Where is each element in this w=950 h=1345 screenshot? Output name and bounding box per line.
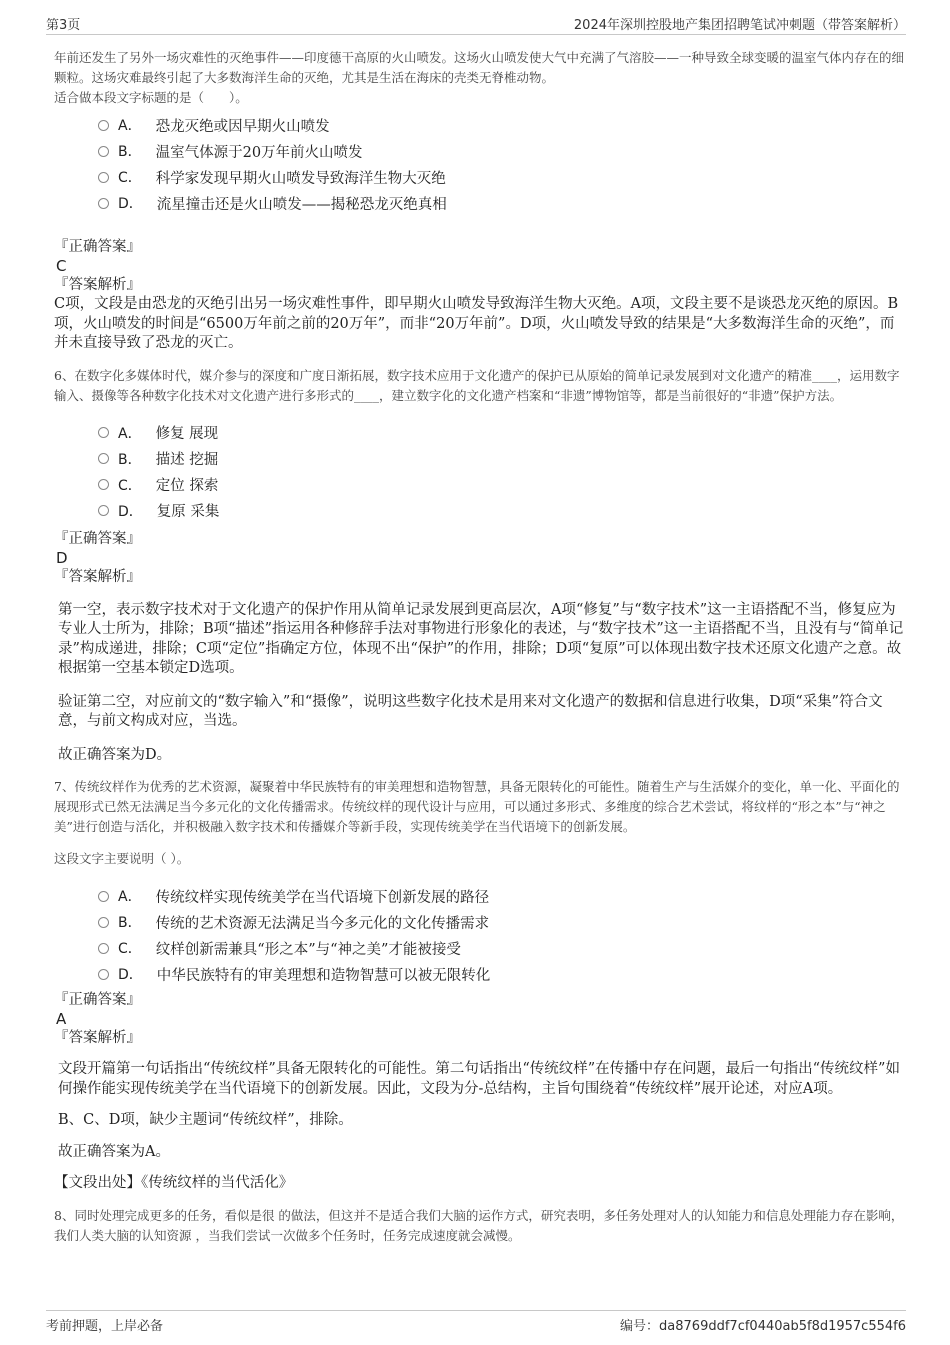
q7-option-b[interactable]: B． 传统的艺术资源无法满足当今多元化的文化传播需求	[98, 909, 904, 935]
q7-analysis-p2: B、C、D项，缺少主题词“传统纹样”，排除。	[58, 1112, 353, 1128]
q7-analysis-label: 『答案解析』	[54, 1030, 141, 1046]
radio-icon[interactable]	[98, 969, 109, 980]
radio-icon[interactable]	[98, 479, 109, 490]
q8-question: 8、同时处理完成更多的任务，看似是很 的做法，但这并不是适合我们大脑的运作方式，研究表明，多任务处理对人的认知能力和信息处理能力存在影响，我们人类大脑的认知资源 ，当我们尝试一次做多个任务时，任务完成速度就会减慢。	[54, 1207, 904, 1243]
radio-icon[interactable]	[98, 943, 109, 954]
q7-question: 这段文字主要说明（ ）。	[54, 851, 190, 866]
q5-analysis-label: 『答案解析』	[54, 277, 141, 293]
footer-slogan: 考前押题，上岸必备	[46, 1319, 164, 1334]
q7-analysis-p1: 文段开篇第一句话指出“传统纹样”具备无限转化的可能性。第二句话指出“传统纹样”在传播中存在问题，最后一句指出“传统纹样”如何操作能实现传统美学在当代语境下的创新发展。因此，文段为分-总结构，主旨句围绕着“传统纹样”展开论述，对应A项。	[58, 1061, 900, 1097]
question-8	[54, 1206, 904, 1246]
q5-option-b[interactable]: B． 温室气体源于20万年前火山喷发	[98, 138, 904, 164]
q6-answer: D	[56, 548, 68, 567]
radio-icon[interactable]	[98, 120, 109, 131]
question-5	[54, 48, 904, 354]
q5-option-d[interactable]: D． 流星撞击还是火山喷发——揭秘恐龙灭绝真相	[98, 190, 904, 216]
q7-option-a[interactable]: A． 传统纹样实现传统美学在当代语境下创新发展的路径	[98, 883, 904, 909]
q6-option-d[interactable]: D． 复原 采集	[98, 498, 904, 524]
q7-option-c[interactable]: C． 纹样创新需兼具“形之本”与“神之美”才能被接受	[98, 935, 904, 961]
page-header	[46, 12, 906, 35]
document-code: 编号：da8769ddf7cf0440ab5f8d1957c554f6	[620, 1319, 906, 1334]
q5-option-c[interactable]: C． 科学家发现早期火山喷发导致海洋生物大灭绝	[98, 164, 904, 190]
page-content	[54, 48, 904, 1246]
radio-icon[interactable]	[98, 505, 109, 516]
q7-answer: A	[56, 1010, 67, 1028]
q6-option-a[interactable]: A． 修复 展现	[98, 420, 904, 446]
q6-analysis-p2: 验证第二空，对应前文的“数字输入”和“摄像”，说明这些数字化技术是用来对文化遗产的数据和信息进行收集，D项“采集”符合文意，与前文构成对应，当选。	[58, 693, 883, 729]
radio-icon[interactable]	[98, 172, 109, 183]
q5-question: 适合做本段文字标题的是（ ）。	[54, 90, 248, 105]
q6-analysis-p1: 第一空，表示数字技术对于文化遗产的保护作用从简单记录发展到更高层次，A项“修复”与“数字技术”这一主语搭配不当，修复应为专业人士所为，排除；B项“描述”指运用各种修辞手法对事物进行形象化的表述，与“数字技术”这一主语搭配不当，且没有与“简单记录”构成递进，排除；C项“定位”指确定方位，体现不出“保护”的作用，排除；D项“复原”可以体现出数字技术还原文化遗产之意。故根据第一空基本锁定D选项。	[58, 601, 904, 676]
q6-analysis-p3: 故正确答案为D。	[58, 746, 172, 763]
q6-option-b[interactable]: B． 描述 挖掘	[98, 446, 904, 472]
q7-option-d[interactable]: D． 中华民族特有的审美理想和造物智慧可以被无限转化	[98, 961, 904, 987]
page-number: 第3页	[46, 18, 81, 33]
q5-answer-label: 『正确答案』	[54, 239, 141, 255]
page-footer	[46, 1310, 906, 1335]
radio-icon[interactable]	[98, 146, 109, 157]
question-7	[54, 777, 904, 1194]
q7-source: 【文段出处】《传统纹样的当代活化》	[54, 1175, 294, 1191]
question-6	[54, 366, 904, 766]
q7-analysis-p3: 故正确答案为A。	[58, 1143, 170, 1160]
q5-answer: C	[56, 257, 67, 275]
document-title: 2024年深圳控股地产集团招聘笔试冲刺题（带答案解析）	[573, 18, 906, 33]
radio-icon[interactable]	[98, 891, 109, 902]
q7-passage: 7、传统纹样作为优秀的艺术资源，凝聚着中华民族特有的审美理想和造物智慧，具备无限转化的可能性。随着生产与生活媒介的变化，单一化、平面化的展现形式已然无法满足当今多元化的文化传播需求。传统纹样的现代设计与应用，可以通过多形式、多维度的综合艺术尝试，将纹样的“形之本”与“神之美”进行创造与活化，并积极融入数字技术和传播媒介等新手段，实现传统美学在当代语境下的创新发展。	[54, 779, 900, 834]
q6-answer-label: 『正确答案』	[54, 530, 141, 547]
radio-icon[interactable]	[98, 453, 109, 464]
q6-option-c[interactable]: C． 定位 探索	[98, 472, 904, 498]
radio-icon[interactable]	[98, 198, 109, 209]
radio-icon[interactable]	[98, 427, 109, 438]
q7-options	[98, 883, 904, 987]
q7-answer-label: 『正确答案』	[54, 992, 141, 1008]
q6-options	[98, 420, 904, 524]
q5-analysis: C项，文段是由恐龙的灭绝引出另一场灾难性事件，即早期火山喷发导致海洋生物大灭绝。A项，文段主要不是谈恐龙灭绝的原因。B项，火山喷发的时间是“6500万年前之前的20万年”，而非“20万年前”。D项，火山喷发导致的结果是“大多数海洋生命的灭绝”，而并未直接导致了恐龙的灭亡。	[54, 296, 899, 351]
q6-analysis-label: 『答案解析』	[54, 568, 141, 585]
radio-icon[interactable]	[98, 917, 109, 928]
q5-option-a[interactable]: A． 恐龙灭绝或因早期火山喷发	[98, 112, 904, 138]
q6-question: 6、在数字化多媒体时代，媒介参与的深度和广度日渐拓展，数字技术应用于文化遗产的保护已从原始的简单记录发展到对文化遗产的精准____，运用数字输入、摄像等各种数字化技术对文化遗产进行多形式的____，建立数字化的文化遗产档案和“非遗”博物馆等，都是当前很好的“非遗”保护方法。	[54, 367, 900, 403]
q5-passage: 年前还发生了另外一场灾难性的灭绝事件——印度德干高原的火山喷发。这场火山喷发使大气中充满了气溶胶——一种导致全球变暖的温室气体内存在的细颗粒。这场灾难最终引起了大多数海洋生命的灭绝，尤其是生活在海床的壳类无脊椎动物。	[54, 50, 905, 85]
q5-options	[98, 112, 904, 216]
